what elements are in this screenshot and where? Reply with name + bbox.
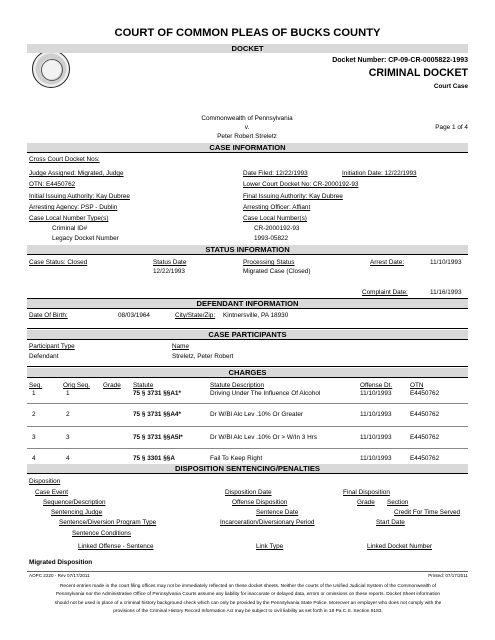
legacy-label: Legacy Docket Number — [52, 235, 119, 242]
arrest-date-label: Arrest Date: — [370, 259, 405, 266]
linked-offense-label: Linked Offense - Sentence — [78, 543, 154, 550]
divider — [27, 328, 468, 329]
sentence-date-label: Sentence Date — [256, 509, 299, 516]
divider — [27, 366, 468, 367]
sequence-description-label: Sequence/Description — [43, 499, 106, 506]
charge-otn: E4450762 — [410, 390, 440, 397]
migrated-disposition: Migrated Disposition — [29, 559, 93, 566]
charges-header-grade: Grade — [103, 382, 121, 389]
charge-offense-date: 11/10/1993 — [360, 434, 392, 441]
legal-notice: Recent entries made in the court filing offices may not be immediately reflected on these docket sheets. Neither the courts of the Unified Judicial System of the Commonwealth of Pennsylvania nor the Administrative Office of Pennsylvania Courts assume any liability for inaccurate or delayed data, errors or omissions on these reports. Docket Sheet information should not be used in place of a criminal history background check which can only be provided by the Pennsylvania State Police. Moreover an employer who does not comply with the provisions of the Criminal History Record Information Act may be subject to civil liability as set forth in 18 Pa.C.S. Section 9183. — [54, 584, 442, 614]
status-date: 12/22/1993 — [153, 268, 185, 275]
charge-description: Dr W/Bl Alc Lev .10% Or Greater — [210, 411, 304, 418]
date-filed: Date Filed: 12/22/1993 — [243, 170, 308, 177]
arresting-officer: Arresting Officer: Affiant — [243, 204, 311, 211]
caption-plaintiff: Commonwealth of Pennsylvania — [201, 115, 293, 122]
divider — [27, 571, 468, 572]
charges-band: CHARGES — [27, 368, 468, 377]
link-type-label: Link Type — [256, 543, 284, 550]
offense-disposition-label: Offense Disposition — [232, 499, 288, 506]
city-state-zip-label: City/State/Zip: — [175, 312, 216, 319]
city-state-zip-value: Kintnersville, PA 18930 — [223, 312, 289, 319]
incarceration-period-label: Incarceration/Diversionary Period — [220, 519, 315, 526]
charges-header-description: Statute Description — [210, 382, 264, 389]
charge-statute: 75 § 3731 §§A4* — [133, 411, 181, 418]
charge-orig-seq: 1 — [66, 390, 70, 397]
doc-type: CRIMINAL DOCKET — [368, 67, 468, 79]
program-type-label: Sentence/Diversion Program Type — [59, 519, 157, 526]
processing-status: Migrated Case (Closed) — [243, 268, 311, 275]
charge-otn: E4450762 — [410, 434, 440, 441]
charges-header-otn: OTN — [410, 382, 424, 389]
divider — [27, 152, 468, 153]
divider — [27, 426, 468, 427]
charge-seq: 1 — [32, 390, 36, 397]
charge-statute: 75 § 3731 §§A1* — [133, 390, 181, 397]
charge-description: Dr W/Bl Alc Lev .10% Or > W/In 3 Hrs — [210, 434, 318, 441]
charge-offense-date: 11/10/1993 — [360, 411, 392, 418]
complaint-date: 11/16/1993 — [430, 289, 462, 296]
divider — [27, 377, 468, 378]
charge-orig-seq: 2 — [66, 411, 70, 418]
participant-name-header: Name — [172, 343, 190, 350]
section-label: Section — [387, 499, 409, 506]
legacy-value: 1993-05822 — [254, 235, 289, 242]
form-id: AOPC 2220 - Rev 07/17/2011 — [29, 573, 90, 578]
caption-defendant: Peter Robert Streletz — [217, 133, 277, 140]
court-title: COURT OF COMMON PLEAS OF BUCKS COUNTY — [114, 27, 381, 39]
pennsylvania-seal-icon — [32, 50, 70, 88]
docket-band: DOCKET — [27, 44, 468, 53]
docket-number: Docket Number: CP-09-CR-0005822-1993 — [332, 57, 468, 64]
charge-offense-date: 11/10/1993 — [360, 390, 392, 397]
complaint-date-label: Complaint Date: — [362, 289, 408, 296]
charge-seq: 2 — [32, 411, 36, 418]
dob-label: Date Of Birth: — [29, 312, 68, 319]
sentence-conditions-label: Sentence Conditions — [72, 530, 131, 537]
charges-header-seq: Seq. — [29, 382, 43, 389]
charge-seq: 4 — [32, 455, 36, 462]
divider — [27, 403, 468, 404]
charges-header-statute: Statute — [133, 382, 154, 389]
status-information-band: STATUS INFORMATION — [27, 245, 468, 254]
participant-type: Defendant — [29, 353, 59, 360]
initial-issuing-authority: Initial Issuing Authority: Kay Dubree — [29, 193, 130, 200]
initiation-date: Initiation Date: 12/22/1993 — [342, 170, 417, 177]
divider — [27, 448, 468, 449]
charge-orig-seq: 4 — [66, 455, 70, 462]
grade-label: Grade — [357, 499, 375, 506]
judge-assigned: Judge Assigned: Migrated, Judge — [29, 170, 124, 177]
charge-description: Driving Under The Influence Of Alcohol — [210, 390, 321, 397]
court-case-label: Court Case — [433, 83, 468, 90]
participant-name: Streletz, Peter Robert — [172, 353, 234, 360]
disposition-date-label: Disposition Date — [225, 489, 272, 496]
start-date-label: Start Date — [376, 519, 405, 526]
charge-description: Fail To Keep Right — [210, 455, 263, 462]
arresting-agency: Arresting Agency: PSP - Dublin — [29, 204, 118, 211]
final-issuing-authority: Final Issuing Authority: Kay Dubree — [243, 193, 343, 200]
dob-value: 08/03/1964 — [118, 312, 150, 319]
case-participants-band: CASE PARTICIPANTS — [27, 330, 468, 339]
divider — [27, 254, 468, 255]
criminal-id-label: Criminal ID# — [52, 225, 88, 232]
disposition-label: Disposition — [29, 478, 61, 485]
processing-status-header: Processing Status — [243, 259, 295, 266]
divider — [27, 339, 468, 340]
case-event-label: Case Event — [35, 489, 69, 496]
lower-court-docket: Lower Court Docket No: CR-2000192-93 — [243, 181, 359, 188]
linked-docket-label: Linked Docket Number — [367, 543, 433, 550]
caption-versus: v. — [244, 124, 250, 131]
charge-otn: E4450762 — [410, 411, 440, 418]
sentencing-judge-label: Sentencing Judge — [51, 509, 103, 516]
participant-type-header: Participant Type — [29, 343, 75, 350]
otn-field: OTN: E4450762 — [29, 181, 76, 188]
charges-header-orig-seq: Orig Seq. — [63, 382, 90, 389]
divider — [27, 308, 468, 309]
arrest-date: 11/10/1993 — [430, 259, 462, 266]
local-number-types: Case Local Number Type(s) — [29, 215, 109, 222]
final-disposition-label: Final Disposition — [343, 489, 390, 496]
page-counter: Page 1 of 4 — [435, 124, 468, 131]
charge-statute: 75 § 3731 §§A5I* — [133, 434, 183, 441]
charge-offense-date: 11/10/1993 — [360, 455, 392, 462]
cross-court-label: Cross Court Docket Nos: — [29, 156, 100, 163]
divider — [27, 473, 468, 474]
charge-orig-seq: 3 — [66, 434, 70, 441]
case-status: Case Status: Closed — [29, 259, 88, 266]
disposition-band: DISPOSITION SENTENCING/PENALTIES — [27, 464, 468, 473]
local-numbers: Case Local Number(s) — [243, 215, 307, 222]
criminal-id-value: CR-2000192-93 — [254, 225, 300, 232]
charge-otn: E4450762 — [410, 455, 440, 462]
defendant-information-band: DEFENDANT INFORMATION — [27, 299, 468, 308]
credit-time-served-label: Credit For Time Served — [394, 509, 461, 516]
status-date-header: Status Date — [153, 259, 187, 266]
charge-seq: 3 — [32, 434, 36, 441]
charge-statute: 75 § 3301 §§A — [133, 455, 175, 462]
charges-header-offense-date: Offense Dt. — [360, 382, 393, 389]
case-information-band: CASE INFORMATION — [27, 143, 468, 152]
printed-date: Printed: 07/17/2011 — [428, 573, 468, 578]
